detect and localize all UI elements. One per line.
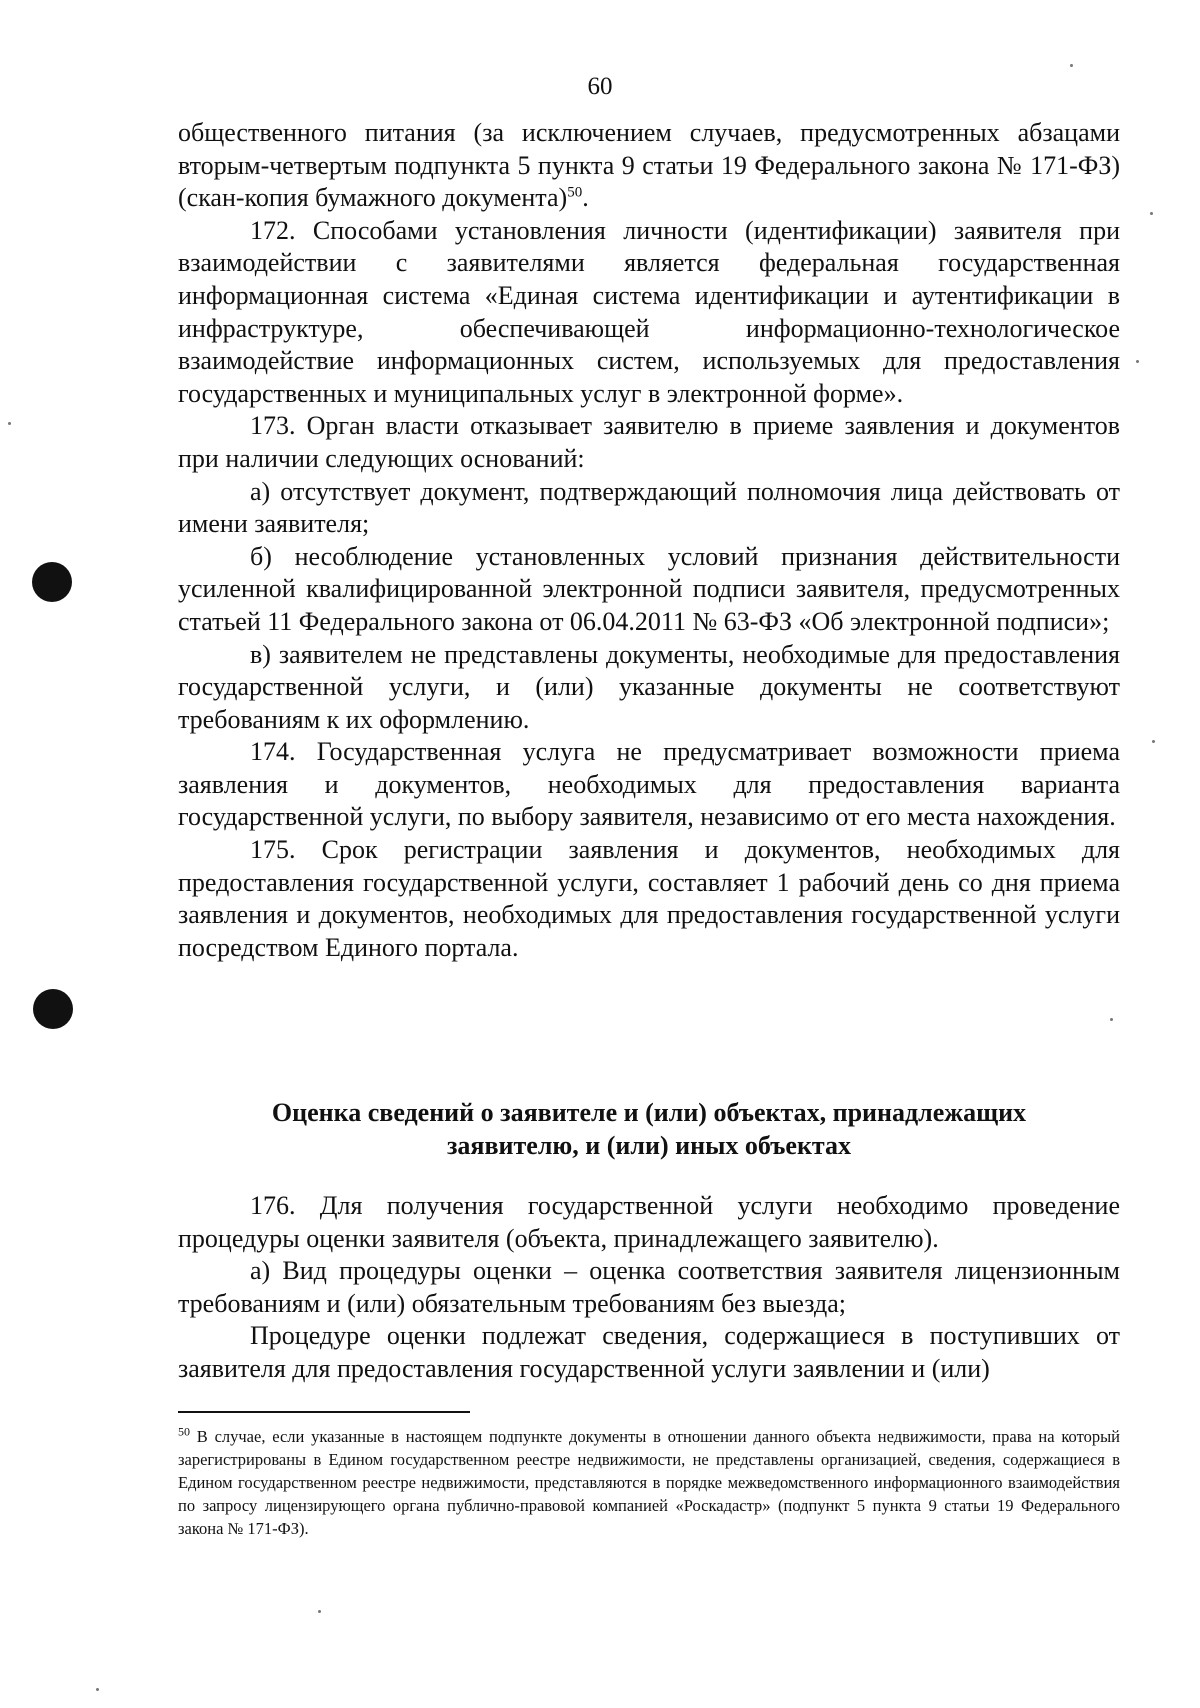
scan-speck <box>1150 212 1153 215</box>
scan-speck <box>1152 740 1155 743</box>
paragraph-176: 176. Для получения государственной услуги необходимо проведение процедуры оценки заявителя (объекта, принадлежащего заявителю). <box>178 1191 1120 1253</box>
page-number: 60 <box>587 73 613 100</box>
paragraph-172: 172. Способами установления личности (идентификации) заявителя при взаимодействии с заявителями является федеральная государственная информационная система «Единая система идентификации и аутентификации в инфраструктуре, обеспечивающей информационно-технологическое взаимодействие информационных систем, используемых для предоставления государственных и муниципальных услуг в электронной форме». <box>178 215 1120 408</box>
punch-hole-mark <box>32 562 72 602</box>
footnote <box>178 1425 1120 1540</box>
body-text-section <box>178 1190 1120 1386</box>
paragraph-173: 173. Орган власти отказывает заявителю в приеме заявления и документов при наличии следующих оснований: <box>178 411 1120 473</box>
scan-speck <box>96 1688 99 1691</box>
scan-speck <box>8 422 11 425</box>
scan-speck <box>318 1610 321 1613</box>
footnote-marker: 50 <box>178 1424 190 1439</box>
punch-hole-mark <box>33 989 73 1029</box>
paragraph-174: 174. Государственная услуга не предусматривает возможности приема заявления и документов, необходимых для предоставления варианта государственной услуги, по выбору заявителя, независимо от его места нахождения. <box>178 737 1120 832</box>
footnote-separator <box>178 1411 470 1413</box>
section-heading-line-1: Оценка сведений о заявителе и (или) объектах, принадлежащих <box>271 1098 1027 1127</box>
paragraph-173-a: а) отсутствует документ, подтверждающий полномочия лица действовать от имени заявителя; <box>178 476 1120 539</box>
paragraph-173-b: б) несоблюдение установленных условий признания действительности усиленной квалифицированной электронной подписи заявителя, предусмотренных статьей 11 Федерального закона от 06.04.2011 № 63-ФЗ «Об электронной подписи»; <box>178 541 1120 636</box>
paragraph-176-a: а) Вид процедуры оценки – оценка соответствия заявителя лицензионным требованиям и (или) обязательным требованиям без выезда; <box>178 1256 1120 1318</box>
footnote-reference: 50 <box>567 184 583 201</box>
footnote-text: В случае, если указанные в настоящем подпункте документы в отношении данного объекта недвижимости, права на который зарегистрированы в Едином государственном реестре недвижимости, не представлены организацией, сведения, содержащиеся в Едином государственном реестре недвижимости, представляются в порядке межведомственного информационного взаимодействия по запросу лицензирующего органа публично-правовой компанией «Роскадастр» (подпункт 5 пункта 9 статьи 19 Федерального закона № 171-ФЗ). <box>178 1427 1120 1538</box>
scan-speck <box>1070 64 1073 67</box>
scan-speck <box>1136 360 1139 363</box>
paragraph-173-v: в) заявителем не представлены документы, необходимые для предоставления государственной услуги, и (или) указанные документы не соответствуют требованиям к их оформлению. <box>178 639 1120 734</box>
section-heading-line-2: заявителю, и (или) иных объектах <box>446 1131 852 1160</box>
paragraph-assessment: Процедуре оценки подлежат сведения, содержащиеся в поступивших от заявителя для предоставления государственной услуги заявлении и (или) <box>178 1321 1120 1383</box>
paragraph-175: 175. Срок регистрации заявления и документов, необходимых для предоставления государственной услуги, составляет 1 рабочий день со дня приема заявления и документов, необходимых для предоставления государственной услуги посредством Единого портала. <box>178 835 1120 962</box>
scan-speck <box>1110 1018 1113 1021</box>
paragraph-continuation: общественного питания (за исключением случаев, предусмотренных абзацами вторым-четвертым подпункта 5 пункта 9 статьи 19 Федерального закона № 171-ФЗ) (скан-копия бумажного документа)$^{50}$. <box>178 118 1120 213</box>
body-text <box>178 117 1120 964</box>
section-heading <box>178 1096 1120 1162</box>
